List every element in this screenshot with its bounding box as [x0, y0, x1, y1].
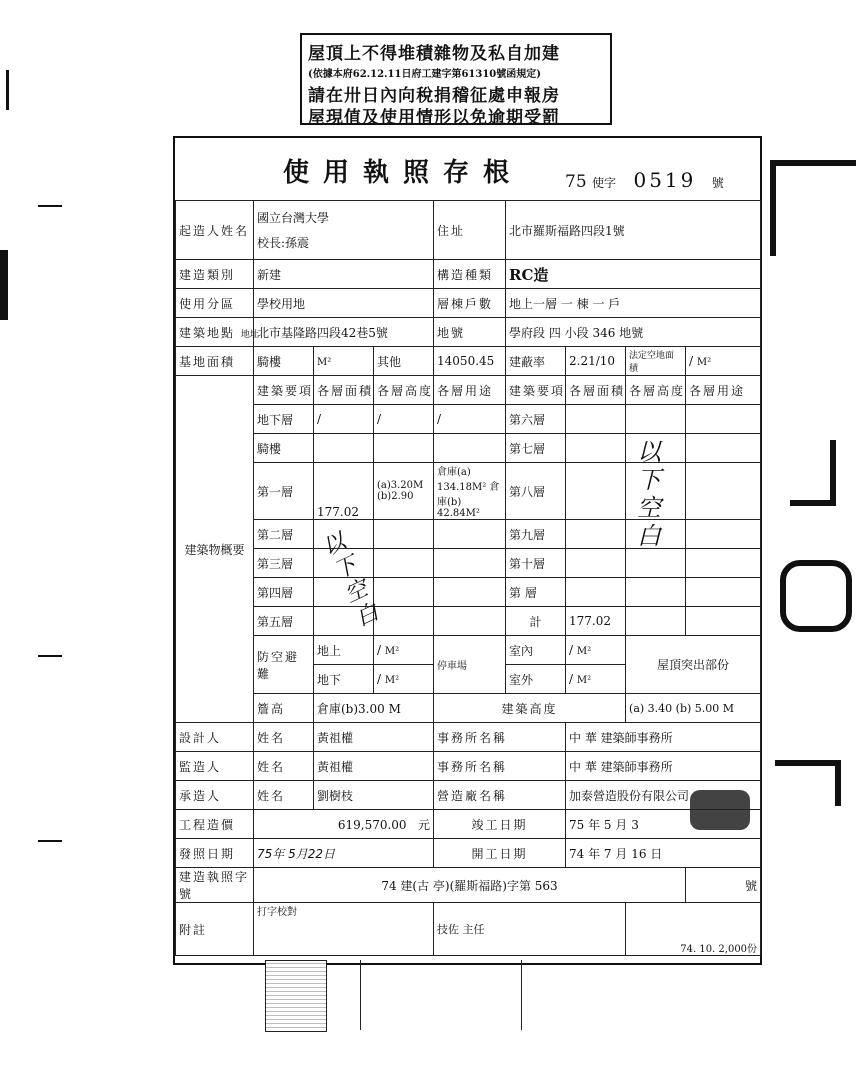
floor-b1-area: / [314, 405, 374, 434]
shelter-below-value: / M² [374, 665, 434, 694]
eave-label: 簷高 [254, 694, 314, 723]
floor-9-label: 第九層 [506, 520, 566, 549]
floors-value: 地上一層 一 棟 一 戶 [506, 289, 761, 318]
scan-edge-mark [38, 840, 62, 842]
floors-label: 層棟戶數 [434, 289, 506, 318]
floor-8-label: 第八層 [506, 463, 566, 520]
other-label: 其他 [374, 347, 434, 376]
shelter-above-value: / M² [374, 636, 434, 665]
permit-number: 0519 [633, 168, 697, 192]
margin-handwriting [790, 440, 836, 506]
open-space-value: / M² [686, 347, 761, 376]
supervisor-name-label: 姓名 [254, 752, 314, 781]
floor-5-label: 第五層 [254, 607, 314, 636]
area-row [176, 347, 761, 376]
completion-value: 75 年 5 月 3 [566, 810, 761, 839]
designer-label: 設計人 [176, 723, 254, 752]
total-label: 計 [506, 607, 566, 636]
permit-table [175, 200, 761, 956]
contractor-label: 承造人 [176, 781, 254, 810]
scan-edge-mark [38, 655, 62, 657]
total-area: 177.02 [566, 607, 626, 636]
arcade-area: M² [314, 347, 374, 376]
cost-value: 619,570.00 元 [254, 810, 434, 839]
owner-label: 起造人姓名 [176, 201, 254, 260]
floor-b1-use: / [434, 405, 506, 434]
cost-row [176, 810, 761, 839]
notice-line-2: (依據本府62.12.11日府工建字第61310號函規定) [308, 69, 541, 80]
scan-edge-mark [0, 250, 8, 320]
permit-ref-label: 建造執照字號 [176, 868, 254, 903]
floor-arcade-label: 騎樓 [254, 434, 314, 463]
col-area-right: 各層面積 [566, 376, 626, 405]
type-row [176, 260, 761, 289]
shelter-above-label: 地上 [314, 636, 374, 665]
floor-1-use: 倉庫(a) 134.18M² 倉庫(b) 42.84M² [434, 463, 506, 520]
roof-label: 屋頂突出部份 [626, 636, 761, 694]
print-run: 74. 10. 2,000份 [626, 903, 761, 956]
parking-outdoor-value: / M² [566, 665, 626, 694]
use-zone-label: 使用分區 [176, 289, 254, 318]
coverage-value: 2.21/10 [566, 347, 626, 376]
building-type-value: 新建 [254, 260, 434, 289]
floor-row [176, 405, 761, 434]
designer-office: 中 華 建築師事務所 [566, 723, 761, 752]
cost-label: 工程造價 [176, 810, 254, 839]
height-value: (a) 3.40 (b) 5.00 M [626, 694, 761, 723]
permit-ref-suffix: 號 [686, 868, 761, 903]
signature-box [360, 960, 522, 1030]
zone-row [176, 289, 761, 318]
floor-row [176, 578, 761, 607]
section-label: 建築物概要 [176, 376, 254, 723]
floor-1-area: 177.02 [314, 463, 374, 520]
height-label: 建築高度 [434, 694, 626, 723]
supervisor-row [176, 752, 761, 781]
floor-10-label: 第十層 [506, 549, 566, 578]
use-zone-value: 學校用地 [254, 289, 434, 318]
floor-row [176, 463, 761, 520]
parking-label: 停車場 [434, 636, 506, 694]
seal-stamp [690, 790, 750, 830]
blank-note-left: 以下空白 [319, 529, 383, 632]
col-height-left: 各層高度 [374, 376, 434, 405]
completion-label: 竣工日期 [434, 810, 566, 839]
floor-row [176, 520, 761, 549]
floor-n-label: 第 層 [506, 578, 566, 607]
arcade-label: 騎樓 [254, 347, 314, 376]
floor-row [176, 549, 761, 578]
contractor-name-label: 姓名 [254, 781, 314, 810]
seal-labels: 技佐 主任 [434, 903, 626, 956]
floor-1-label: 第一層 [254, 463, 314, 520]
owner-rep: 校長:孫震 [257, 236, 310, 250]
coverage-label: 建蔽率 [506, 347, 566, 376]
owner-cell [254, 201, 434, 260]
open-space-label: 法定空地面積 [626, 347, 686, 376]
remarks-label: 附註 [176, 903, 254, 956]
col-item-left: 建築要項 [254, 376, 314, 405]
issue-row [176, 839, 761, 868]
floor-6-label: 第六層 [506, 405, 566, 434]
scan-edge-mark [6, 70, 9, 110]
contractor-company: 加泰營造股份有限公司 [566, 781, 761, 810]
permit-number-line [565, 168, 724, 192]
lot-value: 學府段 四 小段 346 地號 [506, 318, 761, 347]
eave-row [176, 694, 761, 723]
floor-b1-label: 地下層 [254, 405, 314, 434]
permit-ref-value: 74 建(古 亭)(羅斯福路)字第 563 [254, 868, 686, 903]
other-area: 14050.45 [434, 347, 506, 376]
supervisor-label: 監造人 [176, 752, 254, 781]
floor-3-label: 第三層 [254, 549, 314, 578]
signature-box [265, 960, 327, 1032]
parking-indoor-label: 室內 [506, 636, 566, 665]
permit-ref-row [176, 868, 761, 903]
permit-stub-form [173, 136, 762, 965]
blank-note-right: 以下空白 [637, 438, 661, 550]
permit-word: 使字 [592, 176, 617, 190]
address-value: 北市羅斯福路四段1號 [506, 201, 761, 260]
building-type-label: 建造類別 [176, 260, 254, 289]
owner-name: 國立台灣大學 [257, 211, 330, 225]
notice-line-1: 屋頂上不得堆積雜物及私自加建 [308, 44, 560, 64]
contractor-name: 劉樹枝 [314, 781, 434, 810]
issue-value: 75年 5月22日 [254, 839, 434, 868]
floor-7-label: 第七層 [506, 434, 566, 463]
designer-name: 黃祖權 [314, 723, 434, 752]
base-area-label: 基地面積 [176, 347, 254, 376]
margin-handwriting [780, 560, 852, 632]
floor-2-label: 第二層 [254, 520, 314, 549]
form-title: 使用執照存根 [283, 158, 524, 188]
col-height-right: 各層高度 [626, 376, 686, 405]
col-use-right: 各層用途 [686, 376, 761, 405]
floor-row [176, 434, 761, 463]
start-value: 74 年 7 月 16 日 [566, 839, 761, 868]
remarks-row [176, 903, 761, 956]
floor-row [176, 607, 761, 636]
notice-line-4: 屋現值及使用情形以免逾期受罰 [308, 108, 560, 128]
permit-year: 75 [565, 172, 587, 192]
col-area-left: 各層面積 [314, 376, 374, 405]
permit-suffix: 號 [711, 176, 724, 190]
col-use-left: 各層用途 [434, 376, 506, 405]
start-label: 開工日期 [434, 839, 566, 868]
col-item-right: 建築要項 [506, 376, 566, 405]
eave-value: 倉庫(b)3.00 M [314, 694, 434, 723]
structure-label: 構造種類 [434, 260, 506, 289]
designer-row [176, 723, 761, 752]
supervisor-name: 黃祖權 [314, 752, 434, 781]
columns-row [176, 376, 761, 405]
shelter-label: 防空避難 [254, 636, 314, 694]
margin-handwriting [770, 160, 856, 256]
designer-name-label: 姓名 [254, 723, 314, 752]
parking-outdoor-label: 室外 [506, 665, 566, 694]
lot-label: 地號 [434, 318, 506, 347]
margin-handwriting [775, 760, 841, 806]
shelter-row [176, 636, 761, 665]
parking-indoor-value: / M² [566, 636, 626, 665]
address-label: 住址 [434, 201, 506, 260]
site-address: 北市基隆路四段42巷5號 [254, 318, 434, 347]
site-label: 建築地點 地址 [176, 318, 254, 347]
contractor-company-label: 營造廠名稱 [434, 781, 566, 810]
floor-4-label: 第四層 [254, 578, 314, 607]
typing-label: 打字校對 [254, 903, 434, 956]
issue-label: 發照日期 [176, 839, 254, 868]
floor-1-height: (a)3.20M (b)2.90 [374, 463, 434, 520]
floor-b1-height: / [374, 405, 434, 434]
shelter-below-label: 地下 [314, 665, 374, 694]
notice-line-3: 請在卅日內向稅捐稽征處申報房 [308, 86, 560, 106]
designer-office-label: 事務所名稱 [434, 723, 566, 752]
notice-stamp [300, 33, 612, 128]
structure-value: RC造 [506, 260, 761, 289]
scan-edge-mark [38, 205, 62, 207]
supervisor-office: 中 華 建築師事務所 [566, 752, 761, 781]
supervisor-office-label: 事務所名稱 [434, 752, 566, 781]
owner-row [176, 201, 761, 260]
site-row [176, 318, 761, 347]
contractor-row [176, 781, 761, 810]
